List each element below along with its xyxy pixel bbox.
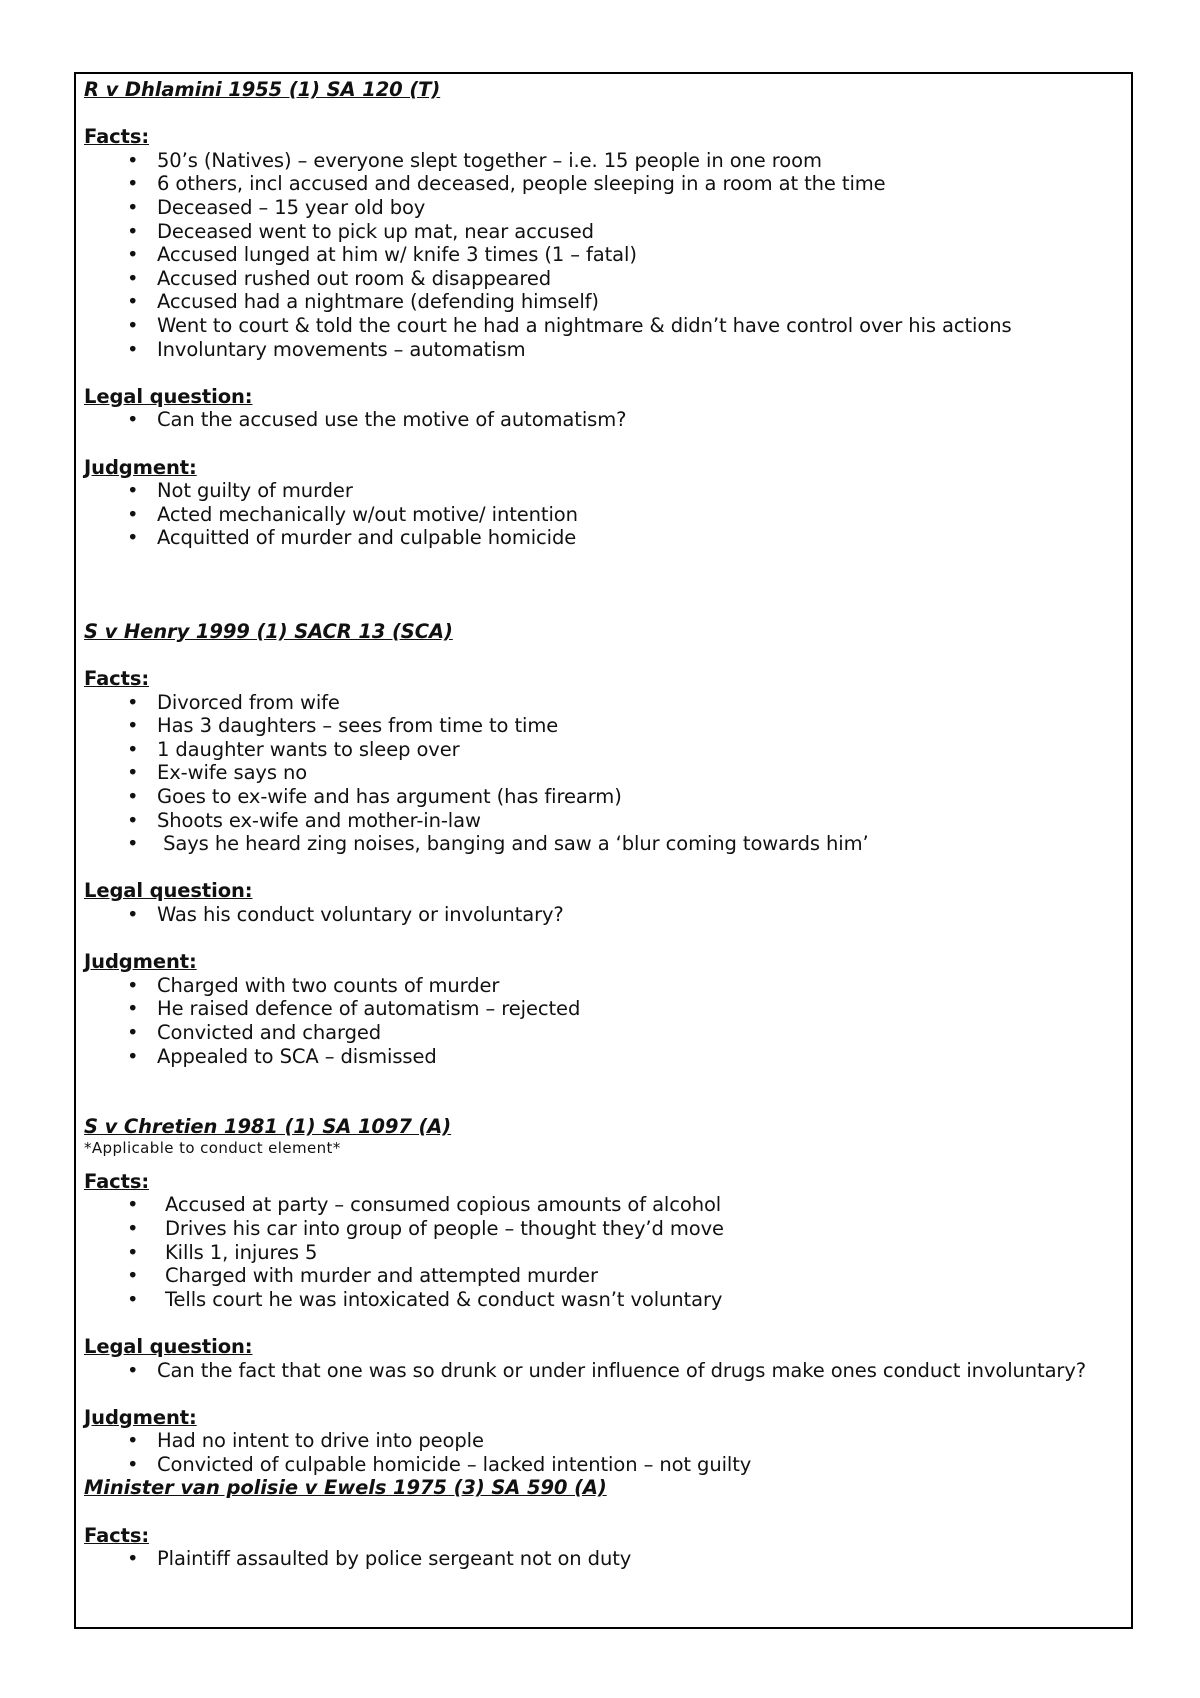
list-item: • Charged with two counts of murder <box>127 973 500 997</box>
list-item: • Deceased went to pick up mat, near accused <box>127 219 594 243</box>
list-item: • Shoots ex-wife and mother-in-law <box>127 808 481 832</box>
judgment-heading: Judgment: <box>84 950 197 974</box>
bullet-icon: • <box>127 313 139 337</box>
list-item: • Can the fact that one was so drunk or under influence of drugs make ones conduct involuntary? <box>127 1358 1087 1382</box>
bullet-icon: • <box>127 219 139 243</box>
bullet-icon: • <box>127 832 139 856</box>
bullet-icon: • <box>127 1020 139 1044</box>
bullet-icon: • <box>127 148 139 172</box>
list-item: • Drives his car into group of people – thought they’d move <box>127 1216 724 1240</box>
list-item: • 50’s (Natives) – everyone slept together – i.e. 15 people in one room <box>127 148 822 172</box>
judgment-list <box>84 479 1121 550</box>
list-item: • Appealed to SCA – dismissed <box>127 1044 437 1068</box>
case-title: S v Chretien 1981 (1) SA 1097 (A) <box>84 1115 452 1139</box>
bullet-icon: • <box>127 714 139 738</box>
list-item: • Accused had a nightmare (defending himself) <box>127 290 599 314</box>
judgment-list <box>84 1429 1121 1476</box>
judgment-heading: Judgment: <box>84 1405 197 1429</box>
bullet-icon: • <box>127 1358 139 1382</box>
question-list <box>84 1359 1121 1383</box>
facts-heading: Facts: <box>84 1169 150 1193</box>
case-title: S v Henry 1999 (1) SACR 13 (SCA) <box>84 619 453 643</box>
bullet-icon: • <box>127 1264 139 1288</box>
list-item: • Convicted of culpable homicide – lacked intention – not guilty <box>127 1452 752 1476</box>
list-item: • Was his conduct voluntary or involuntary? <box>127 903 564 926</box>
bullet-icon: • <box>127 1429 139 1453</box>
question-list <box>84 408 1121 432</box>
case-chretien <box>84 1115 1121 1476</box>
list-item: • 1 daughter wants to sleep over <box>127 737 460 761</box>
list-item: • Goes to ex-wife and has argument (has firearm) <box>127 785 622 809</box>
bullet-icon: • <box>127 1547 139 1571</box>
bullet-icon: • <box>127 761 139 785</box>
case-title: R v Dhlamini 1955 (1) SA 120 (T) <box>84 78 441 101</box>
bullet-icon: • <box>127 337 139 361</box>
bullet-icon: • <box>127 690 139 714</box>
legal-question-heading: Legal question: <box>84 1334 253 1358</box>
facts-heading: Facts: <box>84 667 150 691</box>
bullet-icon: • <box>127 1287 139 1311</box>
case-title: Minister van polisie v Ewels 1975 (3) SA 590 (A) <box>84 1476 607 1500</box>
facts-heading: Facts: <box>84 125 150 149</box>
facts-list <box>84 1193 1121 1311</box>
facts-list <box>84 149 1121 361</box>
bullet-icon: • <box>127 808 139 832</box>
judgment-heading: Judgment: <box>84 455 197 479</box>
bullet-icon: • <box>127 737 139 761</box>
bullet-icon: • <box>127 1240 139 1264</box>
bullet-icon: • <box>127 195 139 219</box>
bullet-icon: • <box>127 290 139 314</box>
bullet-icon: • <box>127 172 139 196</box>
document-content <box>84 78 1121 1571</box>
list-item: • Went to court & told the court he had a nightmare & didn’t have control over his actions <box>127 313 1012 337</box>
bullet-icon: • <box>127 266 139 290</box>
case-ewels <box>84 1476 1121 1570</box>
bullet-icon: • <box>127 526 139 550</box>
bullet-icon: • <box>127 997 139 1021</box>
bullet-icon: • <box>127 243 139 267</box>
list-item: • Plaintiff assaulted by police sergeant not on duty <box>127 1547 632 1571</box>
document-page <box>74 72 1133 1629</box>
list-item: • Divorced from wife <box>127 690 340 714</box>
list-item: • Has 3 daughters – sees from time to time <box>127 714 559 738</box>
legal-question-heading: Legal question: <box>84 879 253 903</box>
judgment-list <box>84 974 1121 1068</box>
list-item: • Not guilty of murder <box>127 479 353 503</box>
list-item: • Convicted and charged <box>127 1020 382 1044</box>
list-item: • Accused at party – consumed copious amounts of alcohol <box>127 1193 722 1217</box>
list-item: • Accused lunged at him w/ knife 3 times (1 – fatal) <box>127 243 637 267</box>
facts-heading: Facts: <box>84 1523 150 1547</box>
list-item: • Acted mechanically w/out motive/ intention <box>127 502 578 526</box>
bullet-icon: • <box>127 502 139 526</box>
list-item: • Ex-wife says no <box>127 761 308 785</box>
bullet-icon: • <box>127 1193 139 1217</box>
bullet-icon: • <box>127 785 139 809</box>
bullet-icon: • <box>127 1216 139 1240</box>
bullet-icon: • <box>127 1044 139 1068</box>
bullet-icon: • <box>127 903 139 926</box>
list-item: • Says he heard zing noises, banging and saw a ‘blur coming towards him’ <box>127 832 869 856</box>
bullet-icon: • <box>127 1452 139 1476</box>
facts-list <box>84 1547 1121 1571</box>
list-item: • 6 others, incl accused and deceased, people sleeping in a room at the time <box>127 172 886 196</box>
case-henry <box>84 620 1121 1068</box>
list-item: • Charged with murder and attempted murder <box>127 1264 598 1288</box>
case-dhlamini <box>84 78 1121 550</box>
list-item: • Deceased – 15 year old boy <box>127 195 426 219</box>
question-list <box>84 903 1121 927</box>
list-item: • Acquitted of murder and culpable homicide <box>127 526 577 550</box>
list-item: • Kills 1, injures 5 <box>127 1240 318 1264</box>
list-item: • Can the accused use the motive of automatism? <box>127 408 627 432</box>
list-item: • He raised defence of automatism – rejected <box>127 997 581 1021</box>
bullet-icon: • <box>127 479 139 503</box>
list-item: • Had no intent to drive into people <box>127 1429 484 1453</box>
case-note: *Applicable to conduct element* <box>84 1138 341 1157</box>
list-item: • Involuntary movements – automatism <box>127 337 526 361</box>
list-item: • Accused rushed out room & disappeared <box>127 266 552 290</box>
bullet-icon: • <box>127 973 139 997</box>
facts-list <box>84 691 1121 856</box>
bullet-icon: • <box>127 408 139 432</box>
legal-question-heading: Legal question: <box>84 384 253 408</box>
list-item: • Tells court he was intoxicated & conduct wasn’t voluntary <box>127 1287 723 1311</box>
